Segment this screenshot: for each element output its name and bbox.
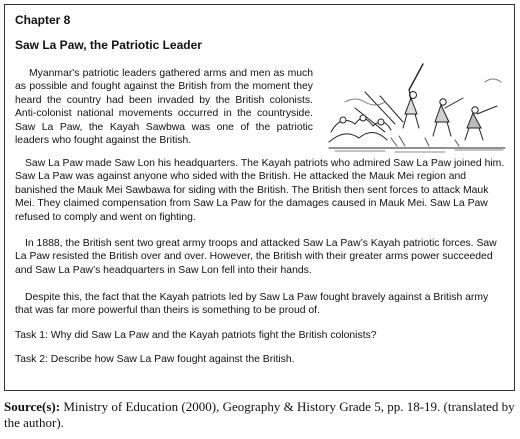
paragraph-headquarters: Saw La Paw made Saw Lon his headquarters. The Kayah patriots who admired Saw La Paw joined him. Saw La Paw was against anyone who sided with the British. He attacked the Mauk Mei region and banished the Mauk Mei Sawbawa for siding with the British. The British then sent forces to attack Mauk Mei. They claimed compensation from Saw La Paw for the damages caused in Mauk Mei. Saw La Paw refused to comply and went on fighting. bbox=[15, 158, 505, 223]
textbook-excerpt bbox=[4, 4, 515, 391]
paragraph-1888: In 1888, the British sent two great army troops and attacked Saw La Paw’s Kayah patriotic forces. Saw La Paw resisted the British over and over. However, the British with their greater arms power succeeded and Saw La Paw’s headquarters in Saw Lon fell into their hands. bbox=[15, 238, 497, 276]
paragraph-conclusion: Despite this, the fact that the Kayah patriots led by Saw La Paw fought bravely against a British army that was far more powerful than theirs is something to be proud of. bbox=[15, 292, 489, 317]
source-text: Ministry of Education (2000), Geography & History Grade 5, pp. 18-19. (translated by the author). bbox=[4, 399, 515, 430]
battle-illustration bbox=[325, 62, 509, 154]
source-citation bbox=[4, 399, 516, 431]
task-2: Task 2: Describe how Saw La Paw fought against the British. bbox=[15, 354, 295, 365]
chapter-heading: Chapter 8 bbox=[15, 13, 71, 27]
paragraph-intro: Myanmar's patriotic leaders gathered arms and men as much as possible and fought against the British from the moment they heard the country had been invaded by the British colonists. Anti-colonist national movements occurred in the countryside. Saw La Paw, the Kayah Sawbwa was one of the patriotic leaders who fought against the British. bbox=[15, 68, 313, 147]
lesson-title: Saw La Paw, the Patriotic Leader bbox=[15, 38, 202, 52]
source-label: Source(s): bbox=[4, 399, 61, 414]
task-1: Task 1: Why did Saw La Paw and the Kayah patriots fight the British colonists? bbox=[15, 330, 377, 341]
